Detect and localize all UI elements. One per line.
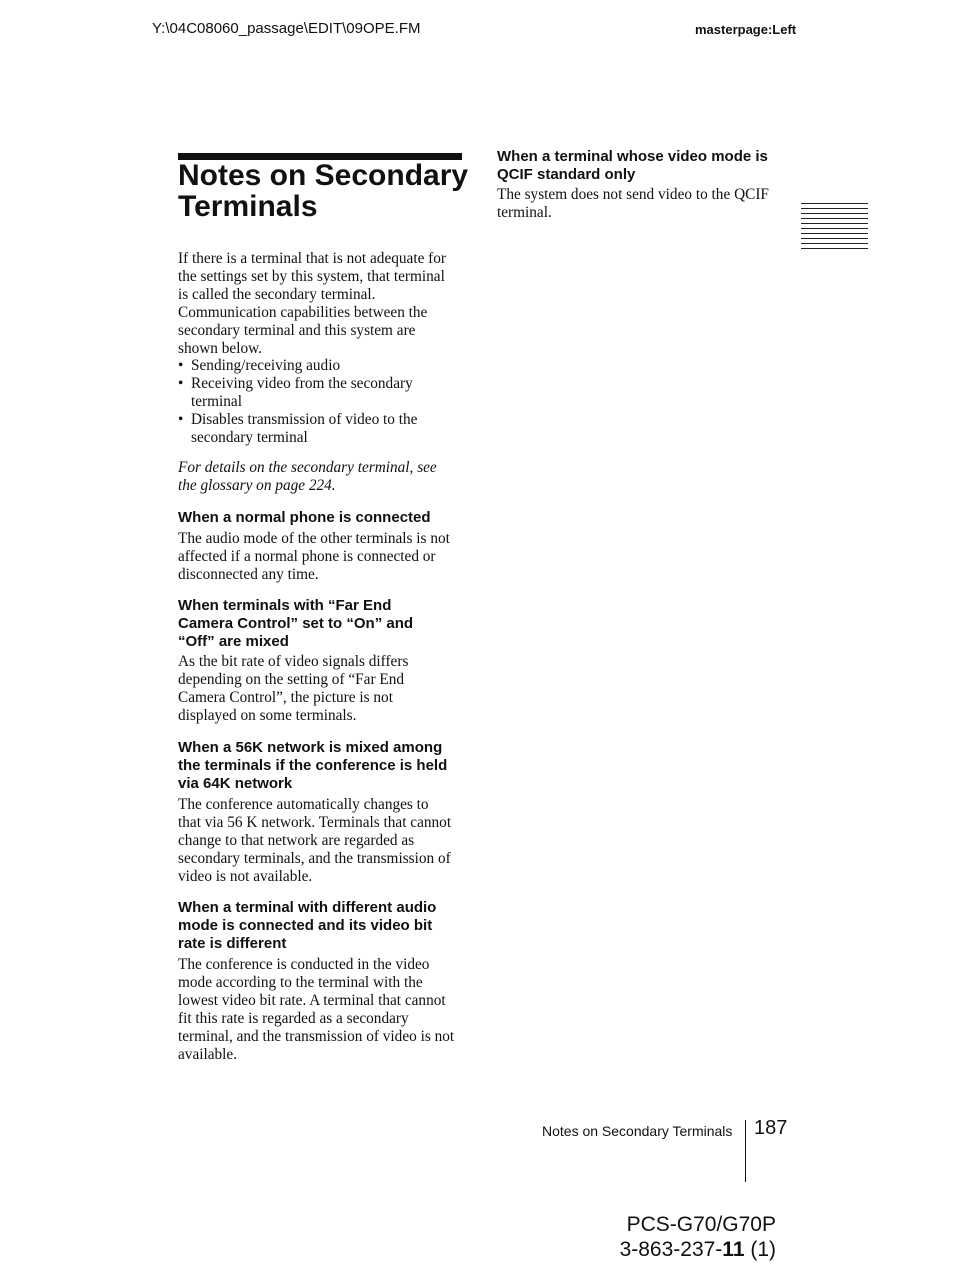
section-heading [178,597,468,651]
text-line: • Receiving video from the secondary [191,375,413,393]
list-item [178,357,468,375]
file-path-header: Y:\04C08060_passage\EDIT\09OPE.FM [152,20,421,37]
section-body [178,956,468,1063]
section-56k-network [178,739,468,886]
section-qcif-only [497,148,787,222]
part-number-prefix: 3-863-237- [619,1238,723,1261]
section-far-end-camera [178,597,468,725]
page-title [178,160,478,222]
heading-line: Camera Control” set to “On” and [178,615,414,632]
text-line: that via 56 K network. Terminals that cannot [178,813,452,831]
text-line: terminal. [497,203,552,221]
list-item [178,411,468,447]
page-title-line: Notes on Secondary [178,159,469,192]
text-line: displayed on some terminals. [178,706,357,724]
text-line: Communication capabilities between the [178,303,428,321]
heading-line: via 64K network [178,775,293,792]
heading-line: When a terminal whose video mode is [497,148,768,165]
heading-line: the terminals if the conference is held [178,757,448,774]
section-heading [178,899,468,953]
text-line: available. [178,1045,238,1063]
text-line: For details on the secondary terminal, see [178,459,437,476]
text-line: As the bit rate of video signals differs [178,653,409,670]
footer-section-label: Notes on Secondary Terminals [542,1123,733,1139]
text-line: secondary terminal and this system are [178,321,416,339]
model-number-block [618,1212,776,1262]
heading-line: When a normal phone is connected [178,509,431,526]
text-line: • Disables transmission of video to the [191,411,418,429]
chapter-thumb-tab [801,203,868,255]
text-line: mode according to the terminal with the [178,973,423,991]
text-line: affected if a normal phone is connected or [178,547,436,565]
text-line: Camera Control”, the picture is not [178,688,393,706]
text-line: • Sending/receiving audio [191,357,341,375]
capability-list [178,357,468,447]
model-name: PCS-G70/G70P [626,1213,776,1236]
text-line: secondary terminals, and the transmission of [178,849,451,867]
text-line: terminal, and the transmission of video is not [178,1027,455,1045]
text-line: secondary terminal [191,429,308,447]
text-line: The conference is conducted in the video [178,956,430,973]
text-line: change to that network are regarded as [178,831,415,849]
text-line: the glossary on page 224. [178,476,336,494]
text-line: the settings set by this system, that terminal [178,267,445,285]
heading-line: “Off” are mixed [178,633,289,650]
text-line: lowest video bit rate. A terminal that cannot [178,991,446,1009]
part-number-suffix: (1) [744,1238,776,1261]
text-line: video is not available. [178,867,313,885]
section-normal-phone [178,509,468,584]
heading-line: QCIF standard only [497,166,636,183]
text-line: If there is a terminal that is not adequate for [178,250,447,267]
section-different-audio-mode [178,899,468,1063]
text-line: The system does not send video to the QCIF [497,186,769,203]
section-heading [497,148,787,184]
list-item [178,375,468,411]
heading-line: When a terminal with different audio [178,899,437,916]
masterpage-label: masterpage:Left [695,22,797,37]
glossary-note [178,459,468,495]
section-body [178,530,468,584]
text-line: disconnected any time. [178,565,319,583]
intro-paragraph [178,250,468,447]
heading-line: When a 56K network is mixed among [178,739,443,756]
section-body [178,796,468,886]
heading-line: mode is connected and its video bit [178,917,433,934]
section-heading [178,739,468,793]
part-number [618,1237,776,1262]
heading-line: When terminals with “Far End [178,597,392,614]
text-line: fit this rate is regarded as a secondary [178,1009,409,1027]
page-number: 187 [754,1117,788,1139]
heading-line: rate is different [178,935,287,952]
text-line: The conference automatically changes to [178,796,429,813]
text-line: shown below. [178,339,262,357]
section-body [178,653,468,725]
text-line: terminal [191,393,242,411]
part-number-revision: 11 [722,1238,745,1261]
section-heading [178,509,468,527]
page-title-line: Terminals [178,190,318,223]
text-line: The audio mode of the other terminals is not [178,530,450,547]
footer-divider [745,1120,746,1182]
text-line: is called the secondary terminal. [178,285,376,303]
section-body [497,186,787,222]
text-line: depending on the setting of “Far End [178,670,405,688]
